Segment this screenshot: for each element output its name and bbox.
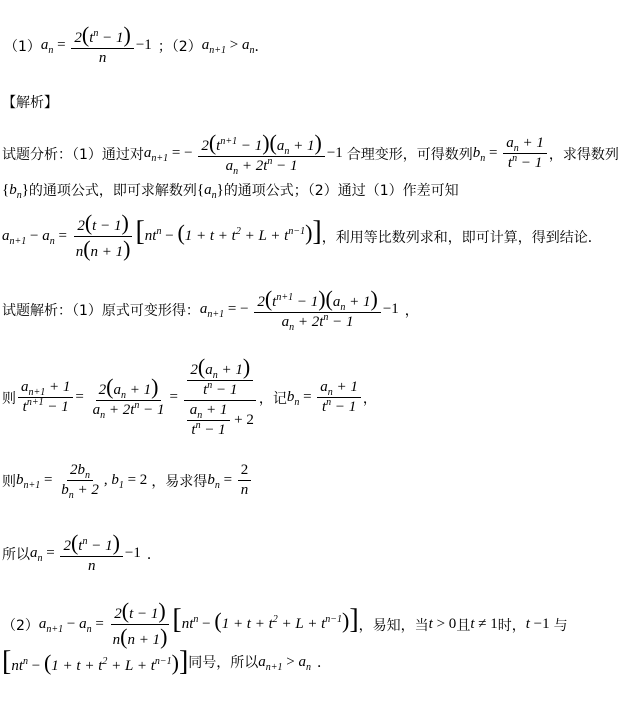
analysis-lead: 试题分析：（1）通过对: [2, 146, 144, 163]
analysis-line-1: [2, 132, 619, 175]
cond-t-positive: t > 0: [428, 616, 457, 632]
solution-line-4: [2, 532, 161, 575]
solution-comma-2: ，: [362, 390, 377, 407]
solution-recurrence: $a_{n+1}$ = − $\frac{2(t^{n+1} - 1)(a_n + 1)}{a_n + 2t^n - 1}$ −1: [199, 286, 399, 333]
cond-t-not-one: t ≠ 1: [470, 616, 498, 632]
solution-ze-2: 则: [2, 473, 16, 490]
transform-chain: $\frac{a_{n+1} + 1}{t^{n+1} - 1}$ = $\frac{2(a_n + 1)}{a_n + 2t^n - 1}$ = $\frac{2(a_n + 1)}{t^n - 1}$ $\frac{a_n + 1}{t^n - 1}$ + 2: [16, 356, 259, 439]
analysis-text-4: 的通项公式；（2）通过（1）作差可知: [223, 183, 459, 199]
bn-recurrence: $b_{n+1}$ = $\frac{2b_n}{b_n + 2}$ , $b_1 = 2$: [16, 462, 148, 501]
difference-formula: $a_{n+1} - a_n$ = $\frac{2(t - 1)}{n(n + 1)}$ $[nt^n - (1 + t + t^2 + L + t^{n-1})]$: [2, 210, 322, 261]
solution-shi: 时，: [497, 617, 526, 634]
solution-suoyi: 所以: [2, 546, 30, 563]
analysis-text-5: ，利用等比数列求和，即可计算，得到结论．: [321, 229, 602, 246]
an-set: $\{a_n\}$: [196, 181, 224, 201]
solution-line-1: [2, 288, 419, 331]
solution-line-3: [2, 462, 253, 499]
analysis-line-2: [2, 180, 459, 200]
analysis-text-2: ，求得数列: [548, 146, 619, 163]
recurrence-formula: $a_{n+1}$ = − $\frac{2(t^{n+1} - 1)(a_n + 1)}{a_n + 2t^n - 1}$ −1: [143, 130, 343, 177]
solution-end: ．: [317, 655, 331, 671]
solution-difference: $a_{n+1} - a_n$ = $\frac{2(t - 1)}{n(n + 1)}$ $[nt^n - (1 + t + t^2 + L + t^{n-1})]$: [38, 598, 359, 649]
answer-part1-label: （1）: [4, 38, 41, 55]
answer-end: ．: [254, 38, 269, 55]
solution-part2-label: （2）: [2, 617, 39, 634]
bn-result: $b_n$ = $\frac{2}{n}$: [207, 462, 253, 499]
analysis-heading: 【解析】: [2, 95, 58, 111]
answer-sep: ；（2）: [157, 38, 202, 55]
bn-definition: $b_n$ = $\frac{a_n + 1}{t^n - 1}$: [473, 135, 549, 172]
answer-line: [4, 24, 268, 67]
solution-comma: ，: [404, 302, 419, 319]
bracket-expression: $[nt^n - (1 + t + t^2 + L + t^{n-1})]$: [2, 646, 189, 677]
solution-ze: 则: [2, 390, 16, 407]
solution-yu: 与: [553, 617, 568, 634]
solution-ji: ，记: [258, 390, 287, 407]
answer-formula-ineq: $a_{n+1} > a_n$: [201, 37, 255, 56]
solution-qie: 且: [456, 617, 471, 634]
solution-part2-line-1: [2, 600, 568, 649]
solution-dot: ．: [146, 546, 161, 563]
analysis-text-1: 合理变形，可得数列: [346, 146, 473, 163]
solution-tonghao: 同号，所以: [188, 655, 259, 671]
t-minus-one: t −1: [525, 616, 550, 632]
solution-lead: 试题解析：（1）原式可变形得：: [2, 302, 200, 319]
analysis-text-3: 的通项公式，即可求解数列: [28, 183, 197, 199]
an-result: $a_n$ = $\frac{2(t^n - 1)}{n}$ −1: [30, 530, 141, 574]
solution-yizhi: ，易知，当: [358, 617, 429, 634]
solution-part2-line-2: [2, 648, 331, 676]
answer-formula-an: $a_n$ = $\frac{2(t^n - 1)}{n}$ −1: [40, 22, 152, 66]
solution-line-2: [2, 356, 377, 439]
final-inequality: $a_{n+1} > a_n$: [258, 653, 311, 673]
solution-yi: ，易求得: [151, 473, 208, 490]
analysis-line-3: [2, 212, 602, 261]
solution-bn-def: $b_n$ = $\frac{a_n + 1}{t^n - 1}$: [287, 379, 363, 416]
bn-set: $\{b_n\}$: [2, 181, 29, 201]
